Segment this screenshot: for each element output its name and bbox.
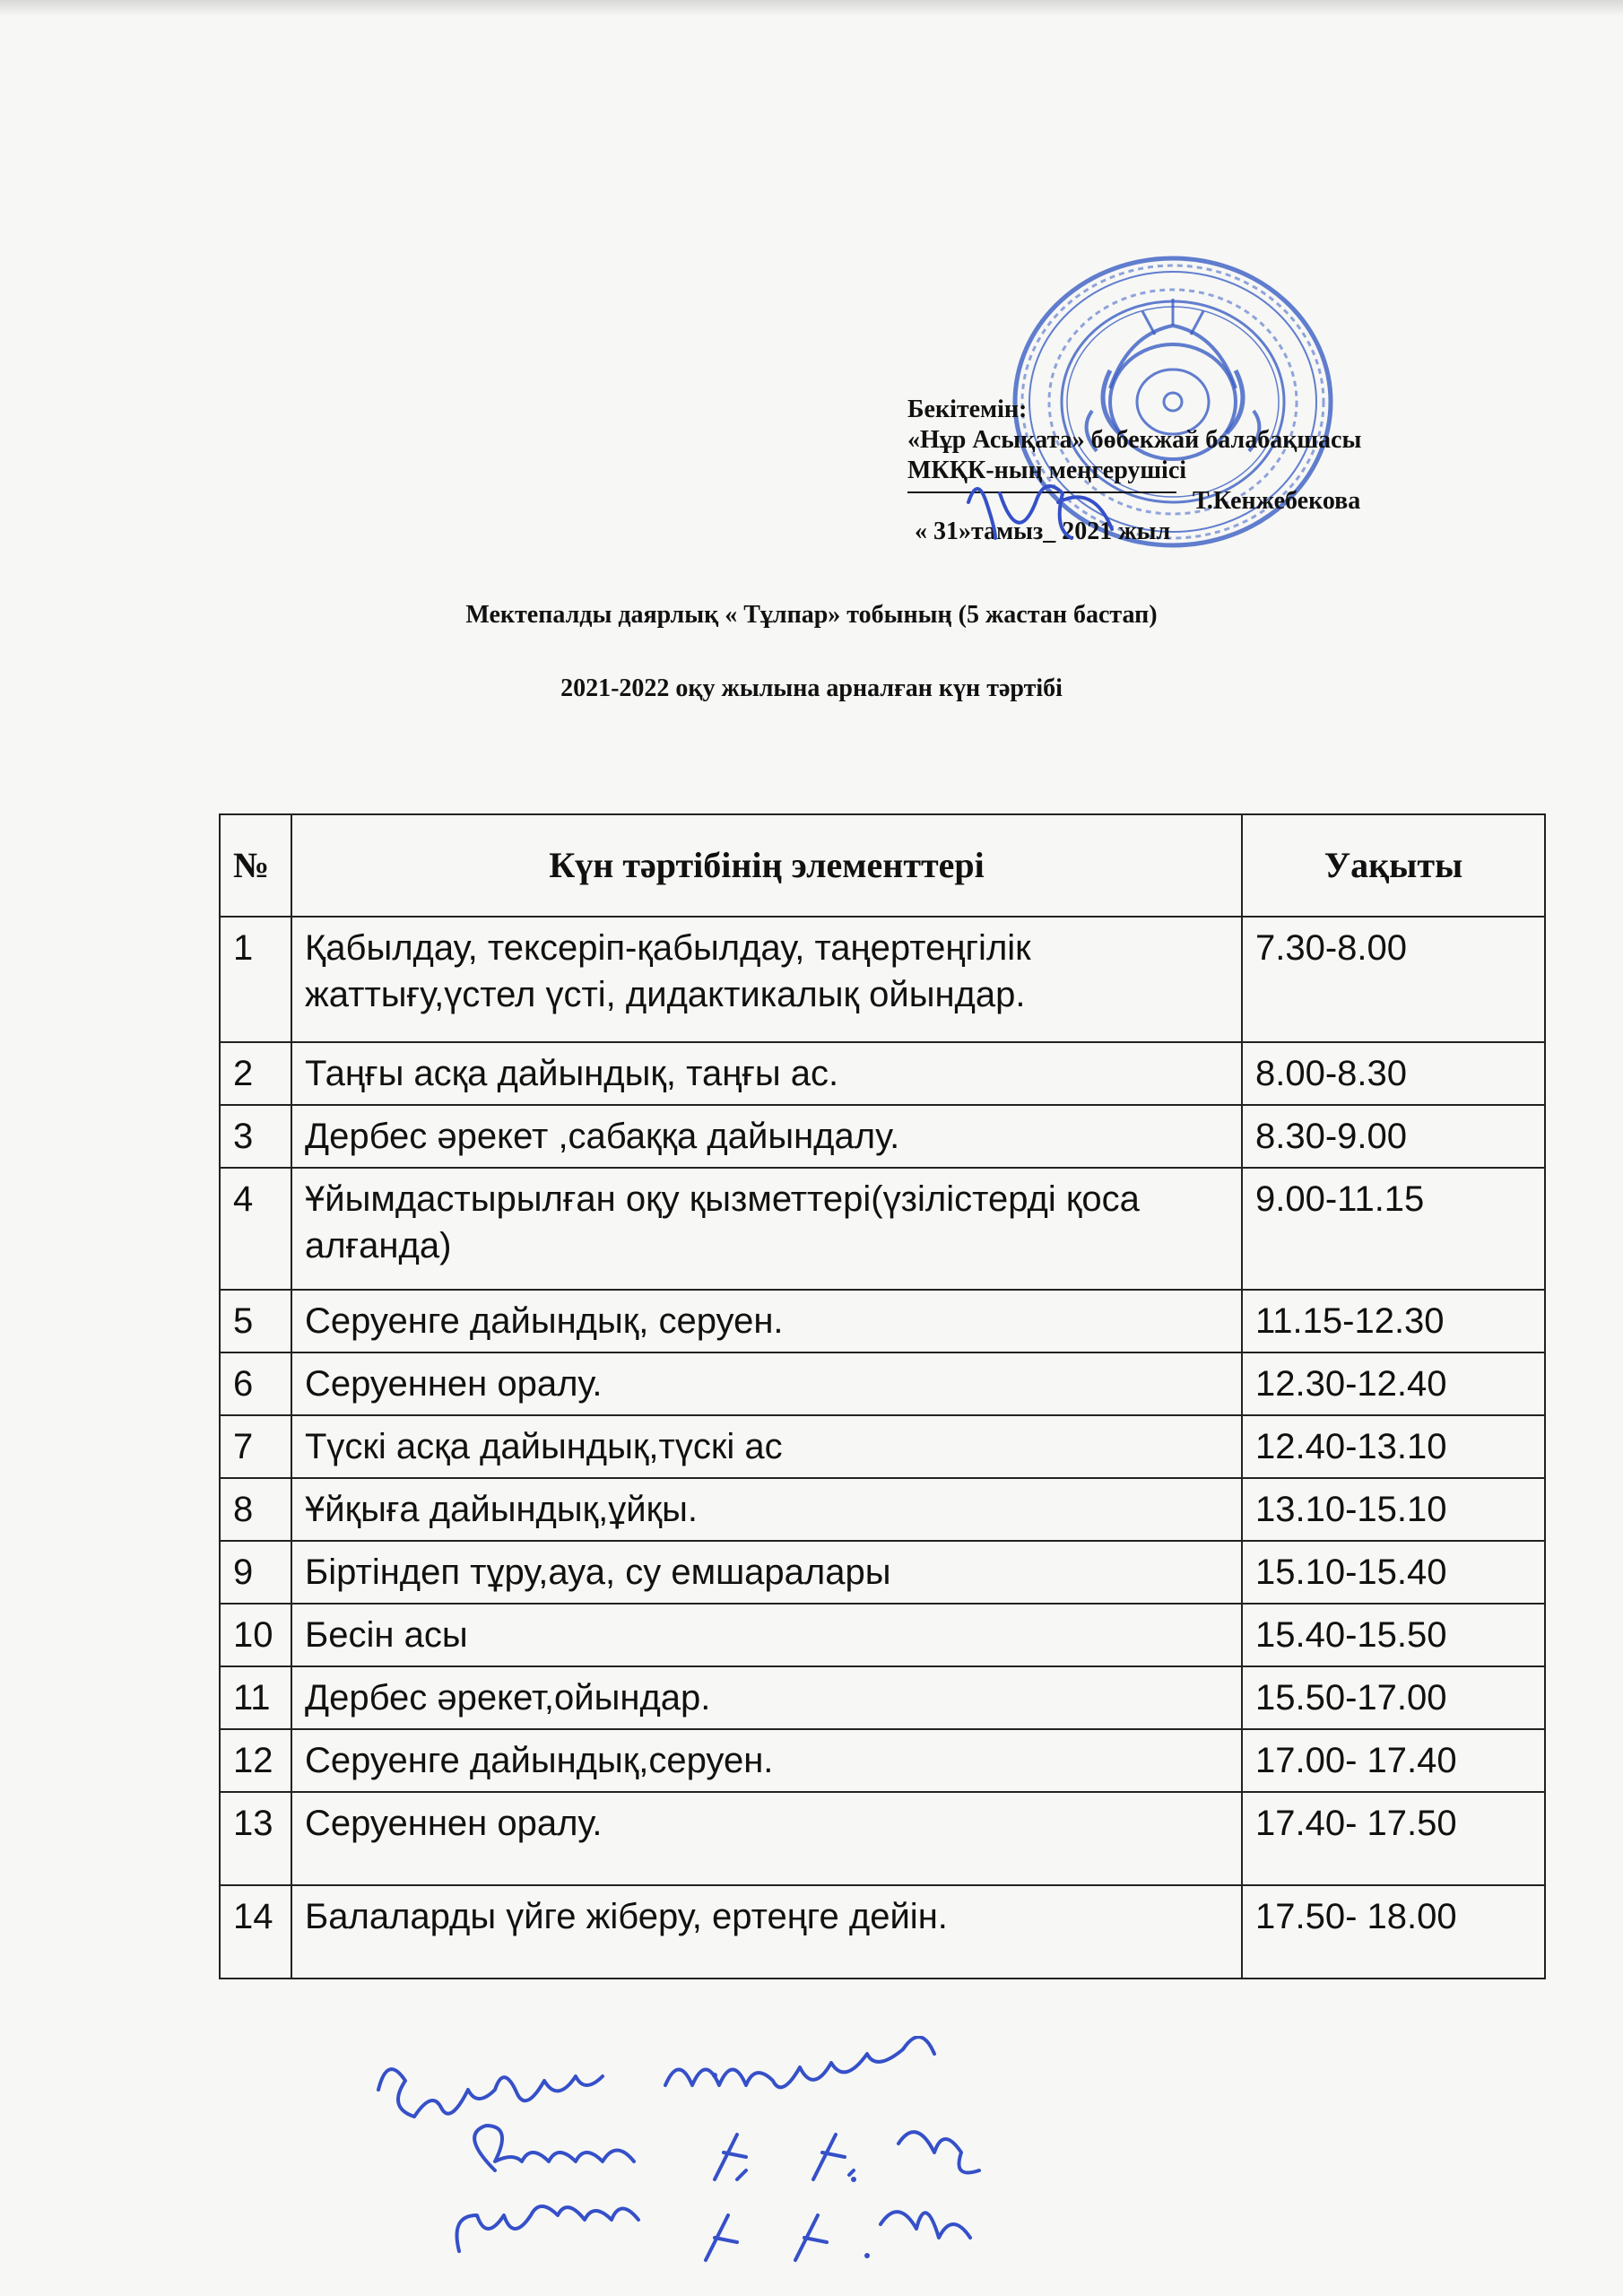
row-element: Түскі асқа дайындық,түскі ас: [291, 1415, 1242, 1478]
table-row: [220, 1666, 1545, 1729]
row-number: 1: [220, 917, 291, 1042]
row-element: Бесін асы: [291, 1604, 1242, 1666]
row-element: Дербес әрекет ,сабаққа дайындалу.: [291, 1105, 1242, 1168]
row-number: 2: [220, 1042, 291, 1105]
handwritten-signatures: [369, 2036, 1266, 2269]
header-number: №: [220, 814, 291, 917]
table-header-row: [220, 814, 1545, 917]
row-time: 17.00- 17.40: [1242, 1729, 1545, 1792]
row-number: 8: [220, 1478, 291, 1541]
table-row: [220, 1042, 1545, 1105]
table-row: [220, 1792, 1545, 1885]
table-row: [220, 1168, 1545, 1290]
row-number: 14: [220, 1885, 291, 1979]
row-time: 15.40-15.50: [1242, 1604, 1545, 1666]
row-time: 17.50- 18.00: [1242, 1885, 1545, 1979]
row-element: Таңғы асқа дайындық, таңғы ас.: [291, 1042, 1242, 1105]
row-time: 9.00-11.15: [1242, 1168, 1545, 1290]
approval-date: « 31»тамыз_ 2021 жыл: [915, 517, 1171, 545]
table-row: [220, 1478, 1545, 1541]
row-element: Балаларды үйге жіберу, ертеңге дейін.: [291, 1885, 1242, 1979]
daily-schedule-table: [219, 813, 1546, 1979]
row-number: 3: [220, 1105, 291, 1168]
row-element: Ұйымдастырылған оқу қызметтері(үзілістерді қоса алғанда): [291, 1168, 1242, 1290]
table-row: [220, 1352, 1545, 1415]
row-time: 12.30-12.40: [1242, 1352, 1545, 1415]
row-element: Серуеннен оралу.: [291, 1792, 1242, 1885]
row-element: Ұйқыға дайындық,ұйқы.: [291, 1478, 1242, 1541]
table-row: [220, 1415, 1545, 1478]
header-element: Күн тәртібінің элементтері: [291, 814, 1242, 917]
row-element: Біртіндеп тұру,ауа, су емшаралары: [291, 1541, 1242, 1604]
table-row: [220, 1290, 1545, 1352]
signer-name: Т.Кенжебекова: [1193, 487, 1361, 515]
row-number: 13: [220, 1792, 291, 1885]
header-time: Уақыты: [1242, 814, 1545, 917]
table-row: [220, 1885, 1545, 1979]
scan-top-edge: [0, 0, 1623, 16]
row-number: 7: [220, 1415, 291, 1478]
table-row: [220, 1541, 1545, 1604]
row-time: 15.10-15.40: [1242, 1541, 1545, 1604]
row-time: 12.40-13.10: [1242, 1415, 1545, 1478]
document-title: Мектепалды даярлық « Тұлпар» тобының (5 жастан бастап): [465, 601, 1158, 629]
row-time: 17.40- 17.50: [1242, 1792, 1545, 1885]
row-number: 11: [220, 1666, 291, 1729]
row-element: Серуенге дайындық,серуен.: [291, 1729, 1242, 1792]
row-number: 6: [220, 1352, 291, 1415]
row-number: 5: [220, 1290, 291, 1352]
document-subtitle: 2021-2022 оқу жылына арналған күн тәртібі: [560, 674, 1063, 702]
table-row: [220, 917, 1545, 1042]
approval-label: Бекітемін:: [907, 396, 1028, 423]
table-row: [220, 1604, 1545, 1666]
row-number: 10: [220, 1604, 291, 1666]
row-number: 12: [220, 1729, 291, 1792]
head-position: МКҚК-ның меңгерушісі: [907, 457, 1187, 484]
director-signature: [950, 466, 1130, 565]
row-time: 15.50-17.00: [1242, 1666, 1545, 1729]
table-row: [220, 1729, 1545, 1792]
row-time: 11.15-12.30: [1242, 1290, 1545, 1352]
row-element: Дербес әрекет,ойындар.: [291, 1666, 1242, 1729]
row-time: 8.00-8.30: [1242, 1042, 1545, 1105]
row-time: 13.10-15.10: [1242, 1478, 1545, 1541]
row-element: Серуеннен оралу.: [291, 1352, 1242, 1415]
organization-name: «Нұр Асықата» бөбекжай балабақшасы: [907, 426, 1362, 454]
row-time: 8.30-9.00: [1242, 1105, 1545, 1168]
row-element: Серуенге дайындық, серуен.: [291, 1290, 1242, 1352]
row-number: 4: [220, 1168, 291, 1290]
row-number: 9: [220, 1541, 291, 1604]
row-element: Қабылдау, тексеріп-қабылдау, таңертеңгілік жаттығу,үстел үсті, дидактикалық ойындар.: [291, 917, 1242, 1042]
row-time: 7.30-8.00: [1242, 917, 1545, 1042]
table-row: [220, 1105, 1545, 1168]
